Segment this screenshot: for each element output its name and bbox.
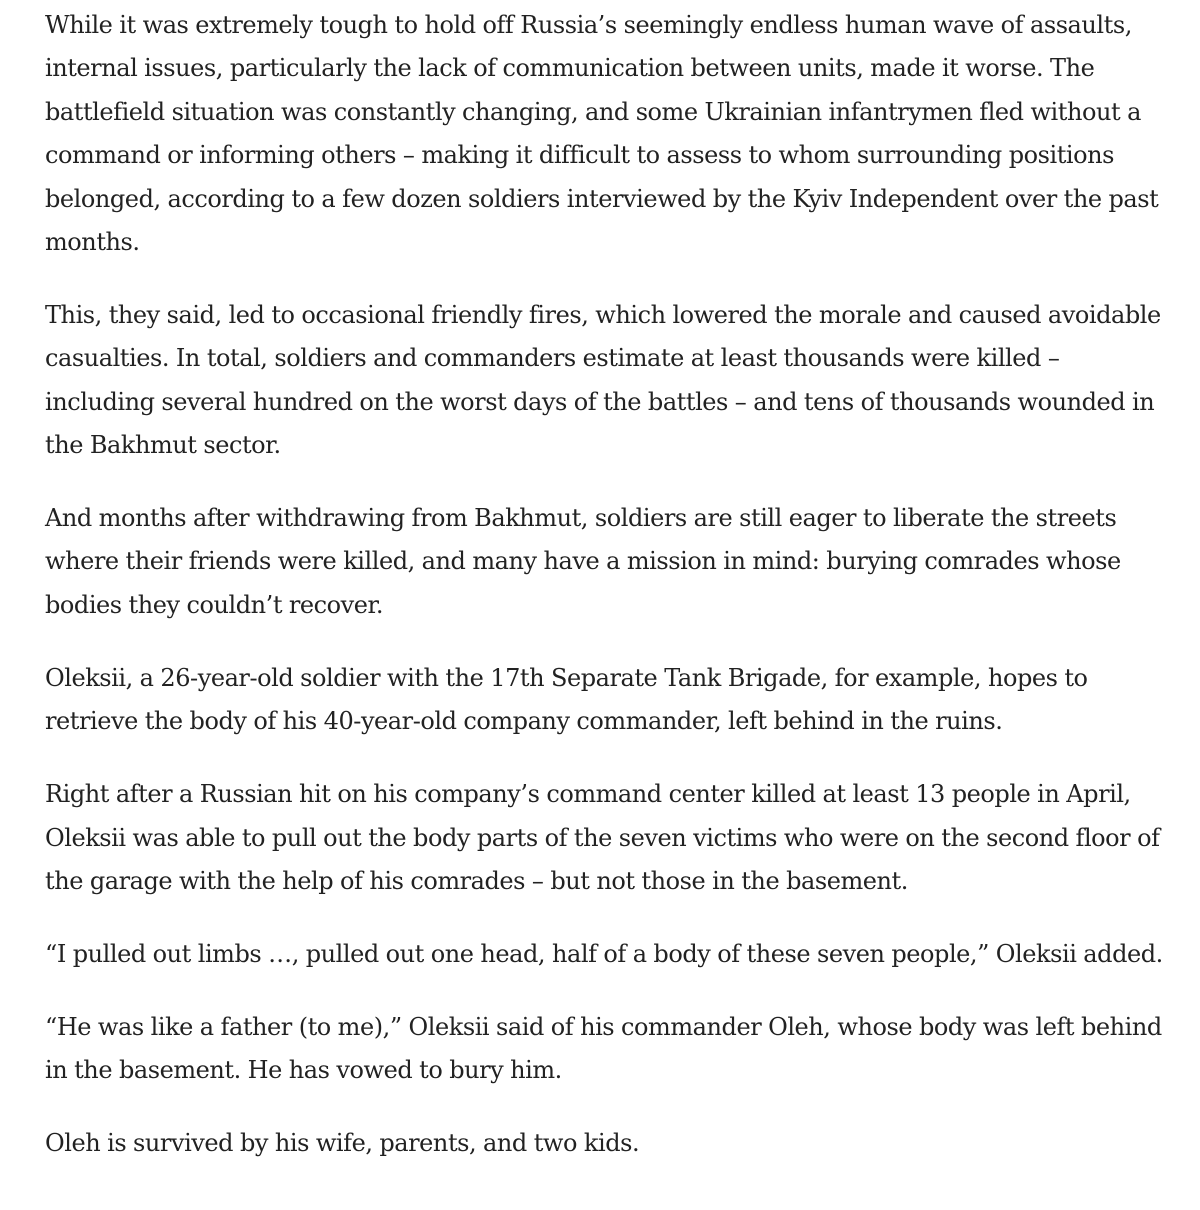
article-paragraph: Right after a Russian hit on his company’s command center killed at least 13 people in April, Oleksii was able to pull out the body parts of the seven victims who were on the second floor of the garage with the help of his comrades – but not those in the basement. — [45, 780, 1160, 895]
article-paragraph: Oleh is survived by his wife, parents, and two kids. — [45, 1129, 640, 1158]
article-body — [45, 4, 1165, 1165]
article-paragraph: This, they said, led to occasional friendly fires, which lowered the morale and caused avoidable casualties. In total, soldiers and commanders estimate at least thousands were killed – including several hundred on the worst days of the battles – and tens of thousands wounded in the Bakhmut sector. — [45, 300, 1161, 460]
article-paragraph: “I pulled out limbs …, pulled out one head, half of a body of these seven people,” Oleksii added. — [45, 939, 1163, 968]
article-paragraph: Oleksii, a 26-year-old soldier with the 17th Separate Tank Brigade, for example, hopes to retrieve the body of his 40-year-old company commander, left behind in the ruins. — [45, 663, 1088, 736]
article-paragraph: While it was extremely tough to hold off Russia’s seemingly endless human wave of assaults, internal issues, particularly the lack of communication between units, made it worse. The battlefield situation was constantly changing, and some Ukrainian infantrymen fled without a command or informing others – making it difficult to assess to whom surrounding positions belonged, according to a few dozen soldiers interviewed by the Kyiv Independent over the past months. — [45, 11, 1159, 257]
article-paragraph: And months after withdrawing from Bakhmut, soldiers are still eager to liberate the streets where their friends were killed, and many have a mission in mind: burying comrades whose bodies they couldn’t recover. — [45, 504, 1121, 619]
article-paragraph: “He was like a father (to me),” Oleksii said of his commander Oleh, whose body was left behind in the basement. He has vowed to bury him. — [45, 1012, 1162, 1085]
